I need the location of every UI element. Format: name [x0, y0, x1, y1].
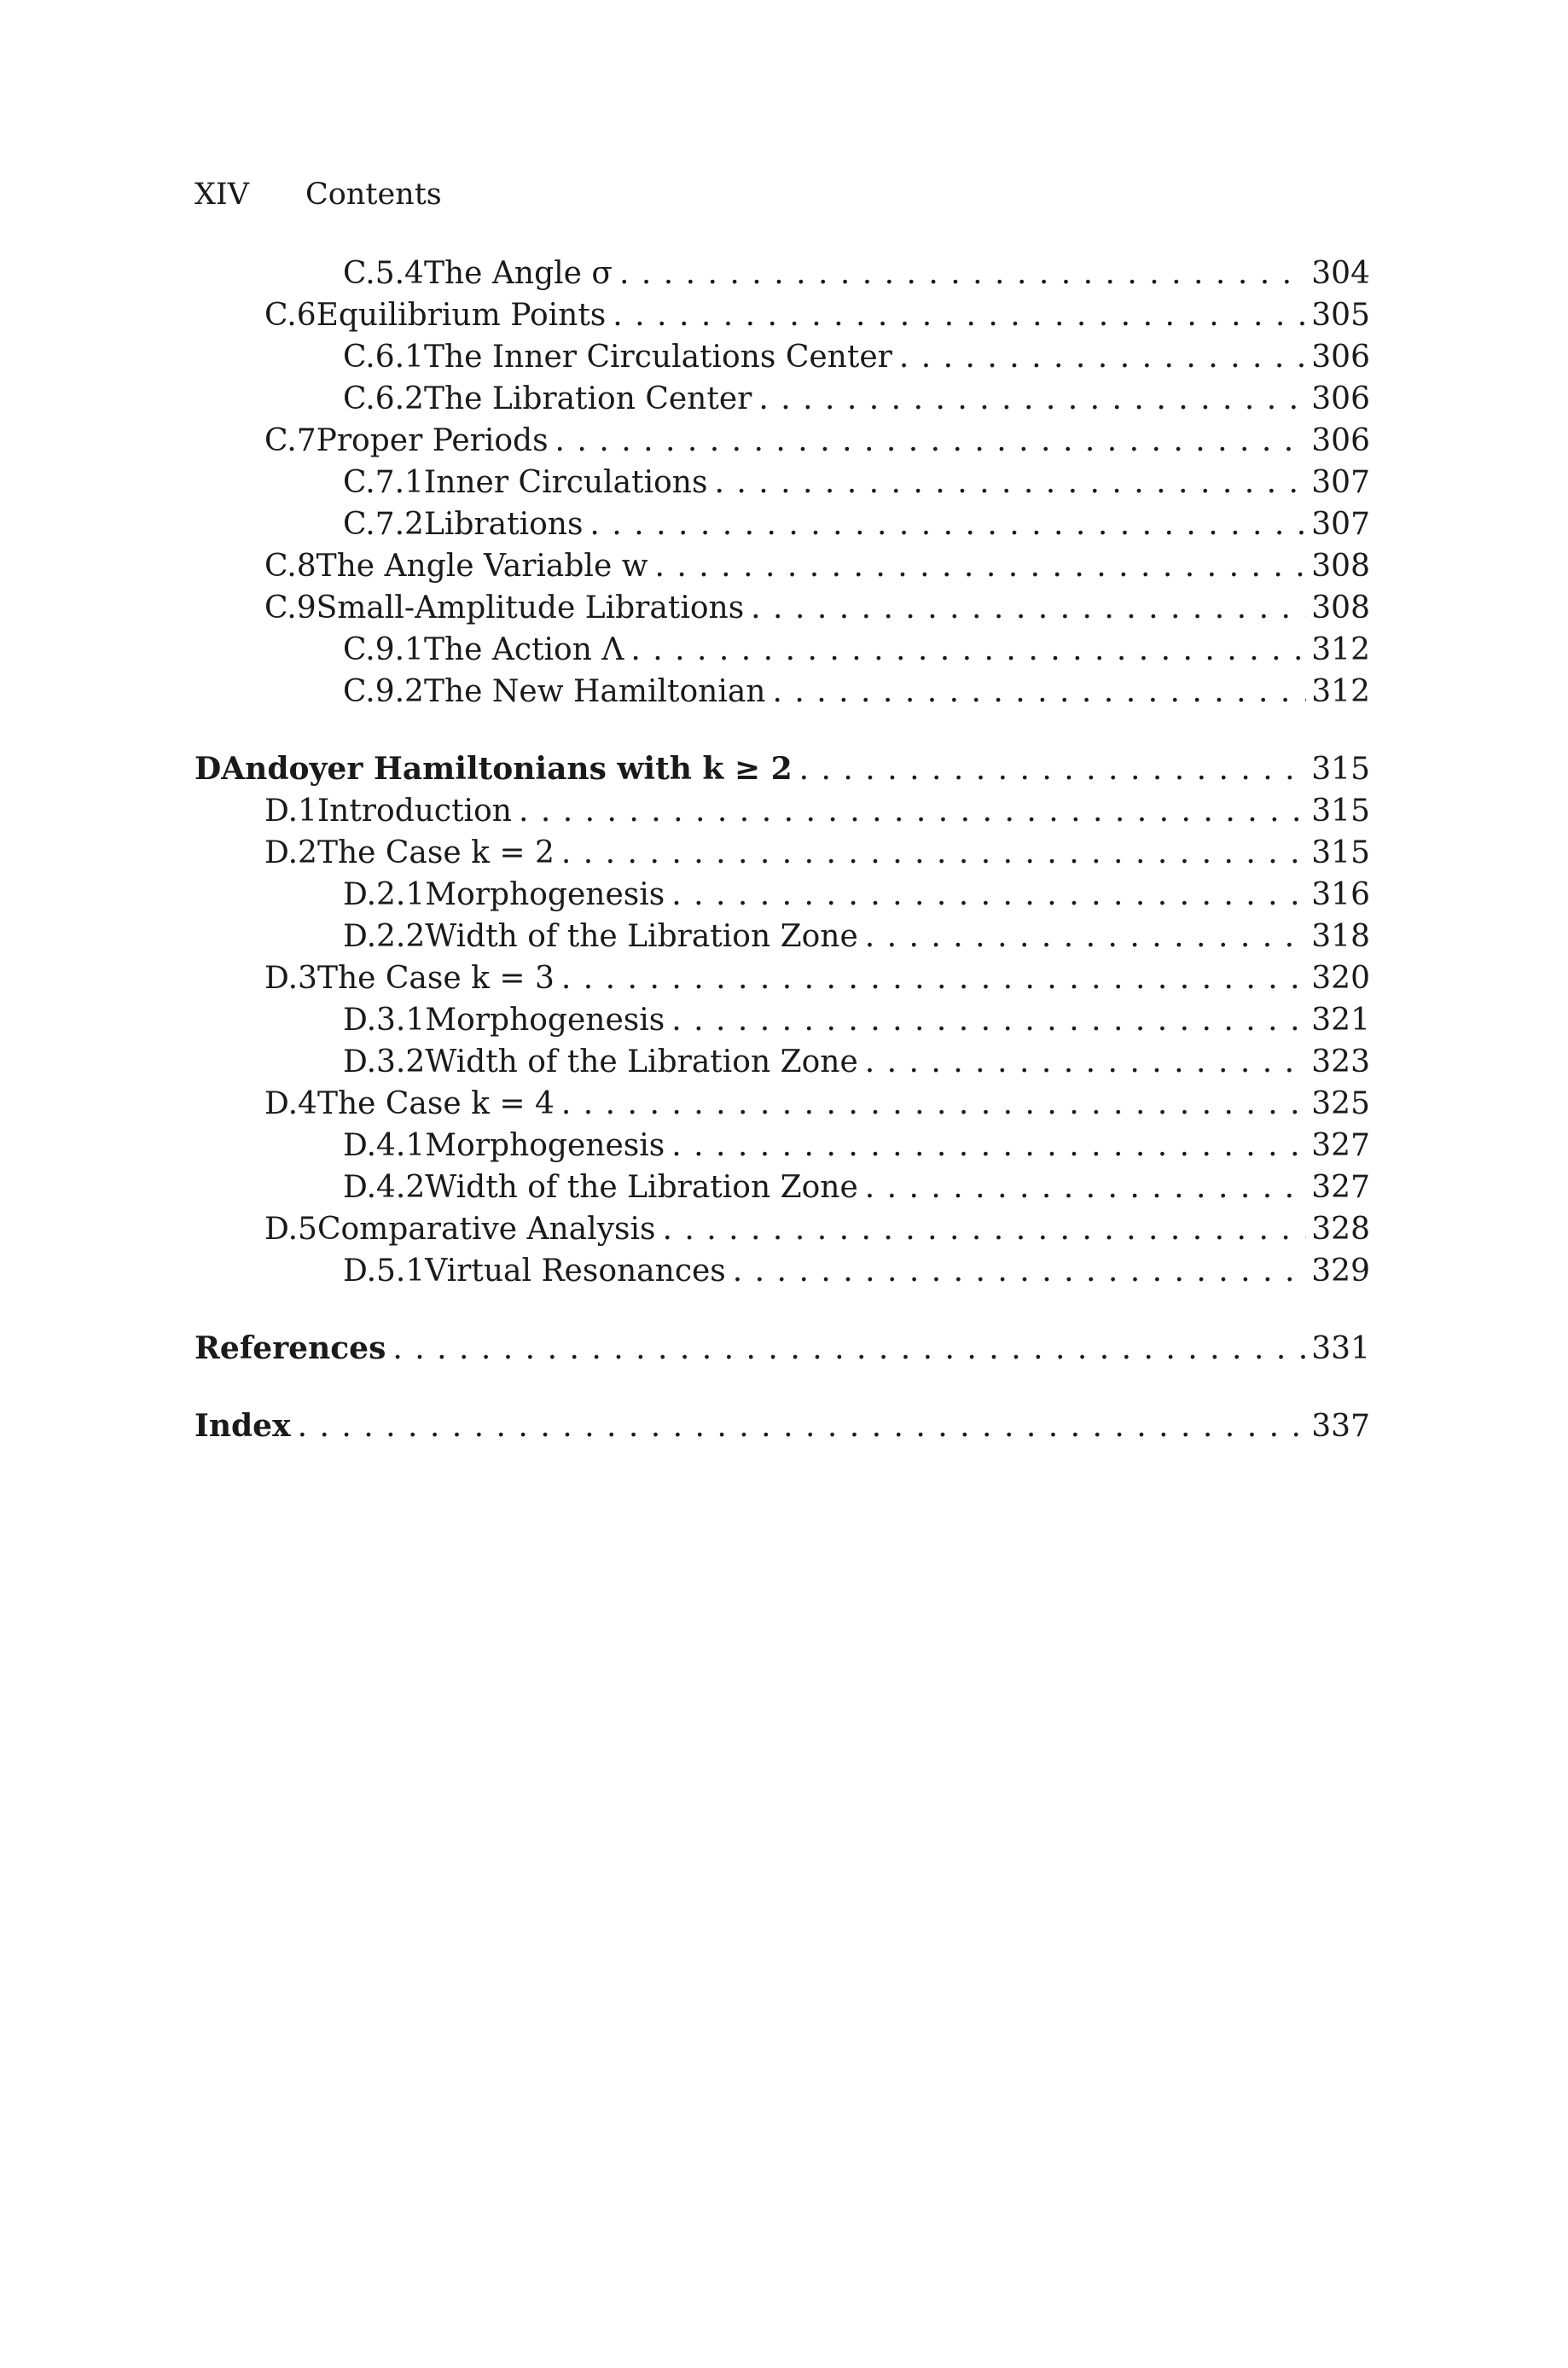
toc-entry-number: C.7.2 [343, 507, 424, 542]
toc-entry-page: 308 [1311, 591, 1370, 625]
toc-subsection-entry[interactable] [195, 999, 1370, 1041]
toc-entry-number: D.3 [264, 961, 317, 996]
running-title: Contents [305, 177, 442, 212]
toc-entry-number: D [195, 751, 222, 787]
toc-entry-number: C.9.2 [343, 674, 424, 709]
dot-leader [561, 1083, 1306, 1125]
toc-entry-number: D.5.1 [343, 1254, 426, 1289]
toc-entry-page: 321 [1311, 1003, 1370, 1038]
toc-section-entry[interactable] [195, 790, 1370, 832]
toc-entry-page: 312 [1311, 632, 1370, 667]
toc-subsection-entry[interactable] [195, 503, 1370, 545]
toc-entry-number: C.9 [264, 591, 317, 625]
dot-leader [733, 1250, 1307, 1292]
toc-entry-page: 308 [1311, 549, 1370, 584]
toc-subsection-entry[interactable] [195, 253, 1370, 294]
toc-entry-number: D.3.1 [343, 1003, 426, 1038]
toc-entry-page: 315 [1311, 752, 1370, 787]
dot-leader [561, 957, 1306, 999]
toc-entry-number: D.1 [264, 794, 317, 829]
toc-entry-title: The Action Λ [423, 632, 624, 667]
toc-entry-title: Morphogenesis [425, 1003, 665, 1038]
dot-leader [630, 629, 1306, 671]
toc-entry-title: The Inner Circulations Center [423, 340, 892, 375]
toc-entry-number: C.6 [264, 298, 317, 333]
dot-leader [799, 748, 1307, 790]
toc-entry-page: 316 [1311, 877, 1370, 912]
dot-leader [671, 874, 1306, 916]
table-of-contents [195, 253, 1370, 1447]
toc-entry-title: Comparative Analysis [317, 1212, 656, 1247]
page-folio: XIV [195, 177, 250, 212]
toc-entry-title: Morphogenesis [425, 1128, 665, 1163]
dot-leader [865, 916, 1307, 957]
toc-entry-page: 304 [1311, 256, 1370, 291]
dot-leader [613, 294, 1306, 336]
toc-entry-page: 327 [1311, 1170, 1370, 1205]
dot-leader [655, 545, 1307, 587]
toc-chapter-entry[interactable] [195, 1405, 1370, 1447]
toc-entry-number: D.4.2 [343, 1170, 426, 1205]
toc-subsection-entry[interactable] [195, 916, 1370, 957]
toc-entry-number: D.2.1 [343, 877, 426, 912]
toc-entry-page: 327 [1311, 1128, 1370, 1163]
toc-entry-number: D.4.1 [343, 1128, 426, 1163]
dot-leader [663, 1208, 1307, 1250]
toc-entry-page: 318 [1311, 919, 1370, 954]
toc-section-entry[interactable] [195, 957, 1370, 999]
toc-entry-title: References [195, 1330, 386, 1366]
toc-entry-title: The Libration Center [423, 381, 752, 416]
dot-leader [671, 1125, 1306, 1167]
toc-entry-page: 329 [1311, 1254, 1370, 1289]
toc-entry-title: The Angle σ [423, 256, 613, 291]
toc-subsection-entry[interactable] [195, 629, 1370, 671]
toc-entry-title: Proper Periods [316, 423, 549, 458]
toc-entry-page: 331 [1311, 1331, 1370, 1366]
toc-entry-title: Small-Amplitude Librations [316, 591, 745, 625]
toc-entry-page: 315 [1311, 794, 1370, 829]
toc-entry-title: The New Hamiltonian [423, 674, 766, 709]
toc-entry-number: C.6.1 [343, 340, 424, 375]
toc-entry-page: 306 [1311, 423, 1370, 458]
toc-entry-title: The Case k = 4 [317, 1086, 555, 1121]
toc-subsection-entry[interactable] [195, 1041, 1370, 1083]
toc-entry-page: 337 [1311, 1409, 1370, 1444]
toc-entry-number: D.4 [264, 1086, 317, 1121]
toc-subsection-entry[interactable] [195, 1167, 1370, 1208]
toc-subsection-entry[interactable] [195, 336, 1370, 378]
toc-section-entry[interactable] [195, 420, 1370, 462]
toc-entry-title: Index [195, 1408, 291, 1444]
toc-entry-number: D.3.2 [343, 1044, 426, 1079]
toc-subsection-entry[interactable] [195, 462, 1370, 503]
toc-chapter-entry[interactable] [195, 1328, 1370, 1370]
dot-leader [865, 1041, 1307, 1083]
toc-section-entry[interactable] [195, 294, 1370, 336]
toc-entry-number: C.6.2 [343, 381, 424, 416]
toc-entry-page: 306 [1311, 340, 1370, 375]
dot-leader [619, 253, 1306, 294]
toc-entry-title: Width of the Libration Zone [425, 1170, 858, 1205]
toc-section-entry[interactable] [195, 1208, 1370, 1250]
toc-entry-title: Morphogenesis [425, 877, 665, 912]
toc-entry-number: C.5.4 [343, 256, 424, 291]
toc-subsection-entry[interactable] [195, 671, 1370, 713]
dot-leader [671, 999, 1306, 1041]
dot-leader [751, 587, 1306, 629]
toc-entry-title: The Case k = 2 [317, 835, 555, 870]
toc-section-entry[interactable] [195, 832, 1370, 874]
dot-leader [589, 503, 1306, 545]
dot-leader [758, 378, 1306, 420]
toc-entry-title: Inner Circulations [423, 465, 708, 500]
toc-entry-page: 320 [1311, 961, 1370, 996]
toc-entry-title: Width of the Libration Zone [425, 1044, 858, 1079]
toc-chapter-entry[interactable] [195, 748, 1370, 790]
dot-leader [392, 1328, 1306, 1370]
toc-entry-page: 306 [1311, 381, 1370, 416]
toc-entry-title: The Case k = 3 [317, 961, 555, 996]
toc-entry-title: Introduction [317, 794, 512, 829]
toc-entry-number: D.2 [264, 835, 317, 870]
toc-entry-page: 328 [1311, 1212, 1370, 1247]
dot-leader [298, 1405, 1307, 1447]
toc-entry-title: Librations [423, 507, 584, 542]
toc-section-entry[interactable] [195, 587, 1370, 629]
toc-entry-page: 315 [1311, 835, 1370, 870]
toc-entry-title: Width of the Libration Zone [425, 919, 858, 954]
toc-entry-title: The Angle Variable w [316, 549, 648, 584]
toc-entry-number: C.7.1 [343, 465, 424, 500]
toc-section-entry[interactable] [195, 1083, 1370, 1125]
toc-entry-page: 325 [1311, 1086, 1370, 1121]
toc-entry-page: 305 [1311, 298, 1370, 333]
toc-entry-number: D.2.2 [343, 919, 426, 954]
toc-entry-title: Equilibrium Points [316, 298, 607, 333]
toc-entry-page: 323 [1311, 1044, 1370, 1079]
toc-subsection-entry[interactable] [195, 1125, 1370, 1167]
toc-entry-page: 307 [1311, 507, 1370, 542]
toc-subsection-entry[interactable] [195, 874, 1370, 916]
toc-entry-title: Andoyer Hamiltonians with k ≥ 2 [221, 751, 793, 787]
toc-section-entry[interactable] [195, 545, 1370, 587]
dot-leader [865, 1167, 1307, 1208]
dot-leader [899, 336, 1306, 378]
running-header [195, 177, 442, 212]
dot-leader [773, 671, 1307, 713]
dot-leader [714, 462, 1306, 503]
toc-entry-title: Virtual Resonances [425, 1254, 726, 1289]
toc-entry-number: C.8 [264, 549, 317, 584]
toc-entry-number: C.7 [264, 423, 317, 458]
toc-entry-number: C.9.1 [343, 632, 424, 667]
toc-subsection-entry[interactable] [195, 378, 1370, 420]
dot-leader [519, 790, 1306, 832]
dot-leader [555, 420, 1307, 462]
toc-entry-number: D.5 [264, 1212, 317, 1247]
dot-leader [561, 832, 1306, 874]
toc-entry-page: 312 [1311, 674, 1370, 709]
toc-entry-page: 307 [1311, 465, 1370, 500]
toc-subsection-entry[interactable] [195, 1250, 1370, 1292]
